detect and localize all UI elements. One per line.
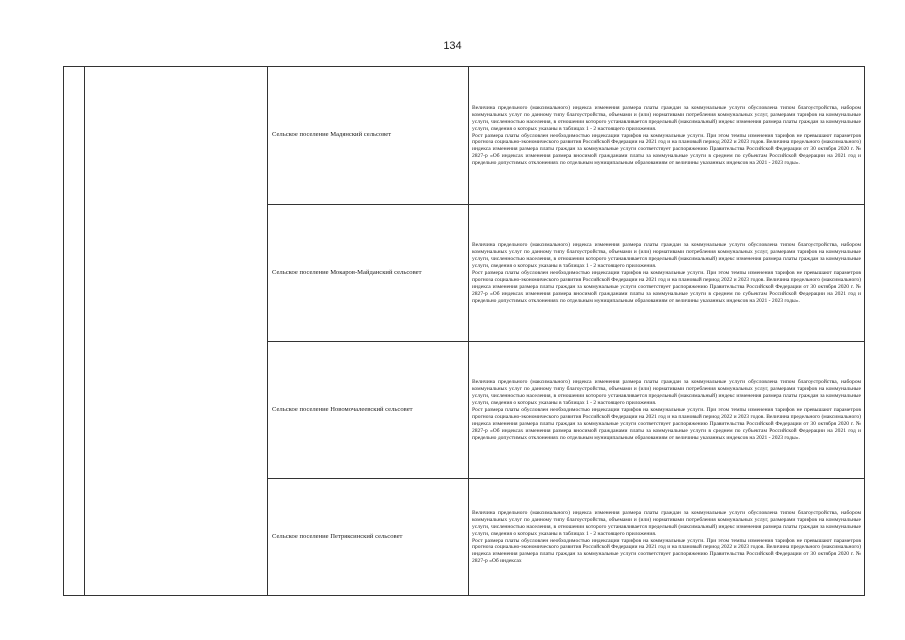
description-cell	[469, 205, 865, 342]
table-row	[64, 67, 865, 205]
growth-rationale-paragraph: Рост размера платы обусловлен необходимостью индексации тарифов на коммунальные услуги. При этом темпы изменения тарифов не превышают параметров прогноза социально-экономического развития Российской Федерации на 2021 год и на плановый период 2022 и 2023 годов. Величина предельного (максимального) индекса изменения размера платы граждан за коммунальные услуги соответствует распоряжению Правительства Российской Федерации от 30 октября 2020 г. № 2827-р «Об индексах изменения размера вносимой гражданами платы за коммунальные услуги в среднем по субъектам Российской Федерации на 2021 год и предельно допустимых отклонениях по отдельным муниципальным образованиям от величины указанных индексов на 2021 - 2023 годы».	[472, 407, 861, 441]
settlement-name-cell	[268, 479, 469, 596]
empty-cell	[85, 67, 268, 596]
settlements-table	[63, 66, 865, 596]
settlement-name-cell	[268, 205, 469, 342]
settlement-name: Сельское поселение Мадянский сельсовет	[272, 131, 392, 139]
index-rationale-paragraph: Величина предельного (максимального) индекса изменения размера платы граждан за коммунальные услуги обусловлена типом благоустройства, набором коммунальных услуг по данному типу благоустройства, объемами и (или) нормативами потребления коммунальных услуг, размерами тарифов на коммунальные услуги, численностью населения, в отношении которого устанавливается предельный (максимальный) индекс изменения размера платы граждан за коммунальные услуги, сведения о которых указаны в таблицах 1 - 2 настоящего приложения.	[472, 104, 861, 132]
growth-rationale-paragraph: Рост размера платы обусловлен необходимостью индексации тарифов на коммунальные услуги. При этом темпы изменения тарифов не превышают параметров прогноза социально-экономического развития Российской Федерации на 2021 год и на плановый период 2022 и 2023 годов. Величина предельного (максимального) индекса изменения размера платы граждан за коммунальные услуги соответствует распоряжению Правительства Российской Федерации от 30 октября 2020 г. № 2827-р «Об индексах изменения размера вносимой гражданами платы за коммунальные услуги в среднем по субъектам Российской Федерации на 2021 год и предельно допустимых отклонениях по отдельным муниципальным образованиям от величины указанных индексов на 2021 - 2023 годы».	[472, 270, 861, 304]
settlement-name: Сельское поселение Петряксинский сельсовет	[272, 532, 403, 540]
index-rationale-paragraph: Величина предельного (максимального) индекса изменения размера платы граждан за коммунальные услуги обусловлена типом благоустройства, набором коммунальных услуг по данному типу благоустройства, объемами и (или) нормативами потребления коммунальных услуг, размерами тарифов на коммунальные услуги, численностью населения, в отношении которого устанавливается предельный (максимальный) индекс изменения размера платы граждан за коммунальные услуги, сведения о которых указаны в таблицах 1 - 2 настоящего приложения.	[472, 242, 861, 270]
settlement-name: Сельское поселение Новомочалеевский сельсовет	[272, 405, 413, 413]
page-number: 134	[443, 40, 462, 52]
index-rationale-paragraph: Величина предельного (максимального) индекса изменения размера платы граждан за коммунальные услуги обусловлена типом благоустройства, набором коммунальных услуг по данному типу благоустройства, объемами и (или) нормативами потребления коммунальных услуг, размерами тарифов на коммунальные услуги, численностью населения, в отношении которого устанавливается предельный (максимальный) индекс изменения размера платы граждан за коммунальные услуги, сведения о которых указаны в таблицах 1 - 2 настоящего приложения.	[472, 379, 861, 407]
settlement-name-cell	[268, 342, 469, 479]
description-cell	[469, 479, 865, 596]
settlement-name-cell	[268, 67, 469, 205]
index-rationale-paragraph: Величина предельного (максимального) индекса изменения размера платы граждан за коммунальные услуги обусловлена типом благоустройства, набором коммунальных услуг по данному типу благоустройства, объемами и (или) нормативами потребления коммунальных услуг, размерами тарифов на коммунальные услуги, численностью населения, в отношении которого устанавливается предельный (максимальный) индекс изменения размера платы граждан за коммунальные услуги, сведения о которых указаны в таблицах 1 - 2 настоящего приложения.	[472, 509, 861, 537]
empty-cell	[64, 67, 85, 596]
description-cell	[469, 342, 865, 479]
description-cell	[469, 67, 865, 205]
growth-rationale-paragraph: Рост размера платы обусловлен необходимостью индексации тарифов на коммунальные услуги. При этом темпы изменения тарифов не превышают параметров прогноза социально-экономического развития Российской Федерации на 2021 год и на плановый период 2022 и 2023 годов. Величина предельного (максимального) индекса изменения размера платы граждан за коммунальные услуги соответствует распоряжению Правительства Российской Федерации от 30 октября 2020 г. № 2827-р «Об индексах изменения размера вносимой гражданами платы за коммунальные услуги в среднем по субъектам Российской Федерации на 2021 год и предельно допустимых отклонениях по отдельным муниципальным образованиям от величины указанных индексов на 2021 - 2023 годы».	[472, 132, 861, 167]
growth-rationale-paragraph: Рост размера платы обусловлен необходимостью индексации тарифов на коммунальные услуги. При этом темпы изменения тарифов не превышают параметров прогноза социально-экономического развития Российской Федерации на 2021 год и на плановый период 2022 и 2023 годов. Величина предельного (максимального) индекса изменения размера платы граждан за коммунальные услуги соответствует распоряжению Правительства Российской Федерации от 30 октября 2020 г. № 2827-р «Об индексах	[472, 537, 861, 565]
settlement-name: Сельское поселение Мокаров-Майданский сельсовет	[272, 268, 422, 276]
